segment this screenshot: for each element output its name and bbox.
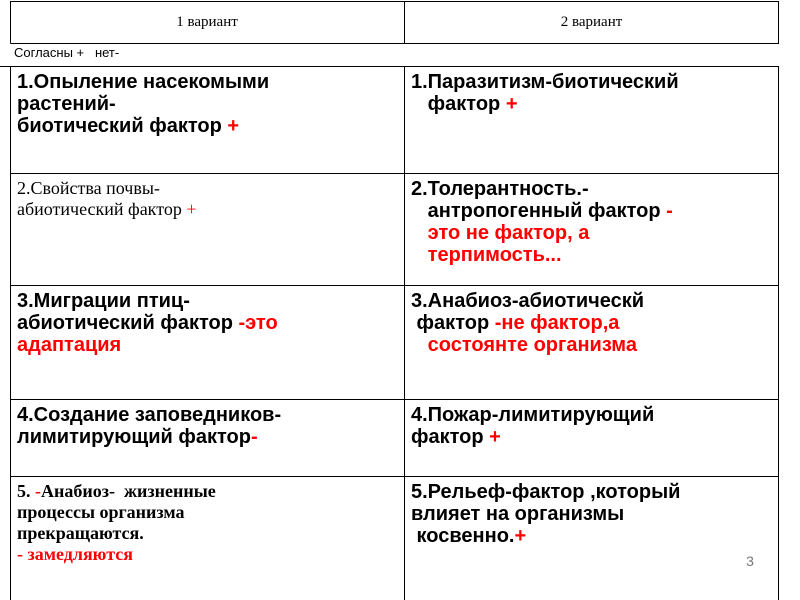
cell-line: влияет на организмы [411,503,625,525]
cell-line: процессы организма [17,502,185,522]
cell-line: косвенно.+ [411,525,527,547]
cell-line: адаптация [17,334,122,356]
cell-line: 2.Толерантность.- [411,178,589,200]
cell-line: 5.Рельеф-фактор ,который [411,481,681,503]
cell-line: 5. -Анабиоз- жизненные [17,481,216,501]
header-variant-1: 1 вариант [176,14,238,30]
cell-line: 3.Анабиоз-абиотическй [411,290,645,312]
cell-line: фактор + [411,93,518,115]
cell-line: 4.Создание заповедников- [17,404,282,426]
cell-line: 4.Пожар-лимитирующий [411,404,655,426]
page-number: 3 [746,553,754,569]
cell-line: 1.Паразитизм-биотический [411,71,679,93]
cell-line: 2.Свойства почвы- [17,178,160,198]
cell-line: лимитирующий фактор- [17,426,258,448]
cell-line: это не фактор, а [411,222,590,244]
cell-line: биотический фактор + [17,115,240,137]
cell-line: - замедляются [17,544,133,564]
cell-line: растений- [17,93,116,115]
cell-line: 3.Миграции птиц- [17,290,190,312]
header-variant-2: 2 вариант [560,14,623,30]
cell-line: терпимость... [411,244,562,266]
cell-line: 1.Опыление насекомыми [17,71,270,93]
cell-line: антропогенный фактор - [411,200,673,222]
cell-line: прекращаются. [17,523,144,543]
agreement-legend: Согласны + нет- [14,45,120,60]
cell-line: абиотический фактор + [17,199,197,219]
cell-line: абиотический фактор -это [17,312,278,334]
cell-line: фактор -не фактор,а [411,312,620,334]
cell-line: фактор + [411,426,501,448]
cell-line: состоянте организма [411,334,637,356]
